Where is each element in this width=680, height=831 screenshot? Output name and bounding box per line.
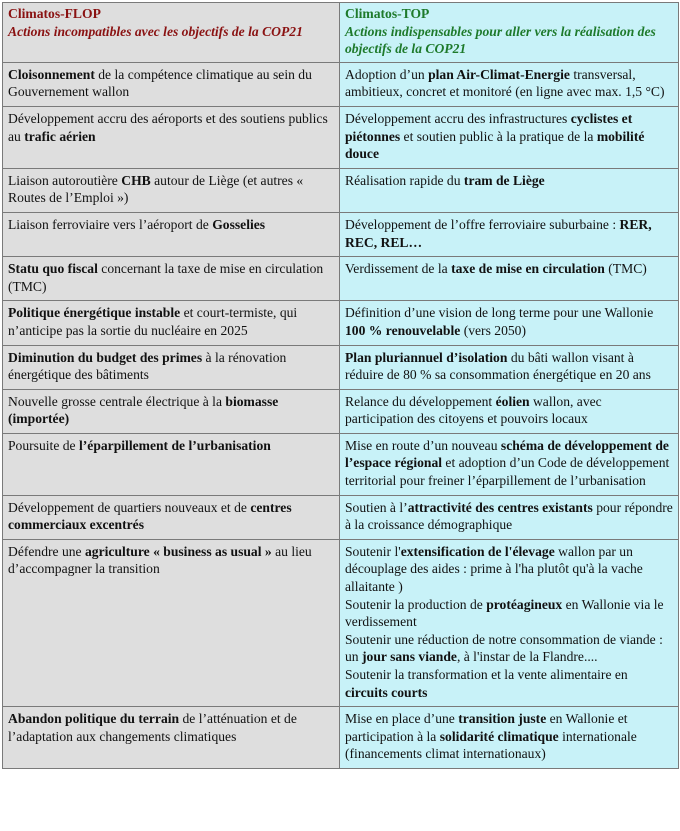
- bold-text: plan Air-Climat-Energie: [428, 66, 570, 82]
- bold-text: centres commerciaux excentrés: [8, 499, 292, 533]
- bold-text: CHB: [121, 172, 151, 188]
- bold-text: attractivité des centres existants: [407, 499, 593, 515]
- text-run: Réalisation rapide du: [345, 172, 464, 188]
- text-run: Poursuite de: [8, 437, 79, 453]
- top-cell: [340, 62, 679, 106]
- text-run: au lieu d’accompagner la transition: [8, 543, 312, 577]
- bold-text: schéma de développement de l’espace régional: [345, 437, 669, 471]
- bold-text: Abandon politique du terrain: [8, 711, 180, 727]
- flop-cell: [3, 106, 340, 168]
- table-row: [3, 301, 679, 345]
- table-row: [3, 212, 679, 256]
- top-cell: [340, 539, 679, 706]
- agriculture-measure: [345, 631, 673, 666]
- cop21-actions-table: [2, 2, 679, 769]
- bold-text: Politique énergétique instable: [8, 305, 181, 321]
- text-run: Mise en place d’une: [345, 711, 459, 727]
- text-run: Soutenir l': [345, 543, 401, 559]
- text-run: (vers 2050): [460, 322, 526, 338]
- text-run: du bâti wallon visant à réduire de 80 % sa consommation énergétique en 20 ans: [345, 349, 651, 383]
- text-run: Soutenir la transformation et la vente alimentaire en: [345, 667, 628, 682]
- text-run: Développement de l’offre ferroviaire suburbaine :: [345, 216, 620, 232]
- table-row: [3, 539, 679, 706]
- bold-text: Statu quo fiscal: [8, 261, 98, 277]
- text-run: wallon, avec participation des citoyens et pouvoirs locaux: [345, 393, 602, 427]
- flop-cell: [3, 345, 340, 389]
- table-row: [3, 389, 679, 433]
- top-cell: [340, 345, 679, 389]
- top-cell: [340, 212, 679, 256]
- bold-text: protéagineux: [486, 596, 563, 612]
- top-subtitle: Actions indispensables pour aller vers la réalisation des objectifs de la COP21: [345, 23, 656, 57]
- text-run: (TMC): [604, 261, 647, 277]
- top-title: Climatos-TOP: [345, 6, 430, 21]
- table-header-row: [3, 3, 679, 63]
- bold-text: Gosselies: [212, 216, 266, 232]
- flop-subtitle: Actions incompatibles avec les objectifs de la COP21: [8, 23, 303, 39]
- text-run: concernant la taxe de mise en circulation (TMC): [8, 261, 324, 294]
- text-run: Relance du développement: [345, 393, 496, 409]
- text-run: de l’atténuation et de l’adaptation aux changements climatiques: [8, 711, 297, 744]
- text-run: Développement accru des aéroports et des soutiens publics au: [8, 110, 328, 144]
- text-run: Soutenir une réduction de notre consommation de viande : un: [345, 631, 663, 665]
- text-run: wallon par un découplage des aides : prime à l'ha plutôt qu'à la vache allaitante ): [345, 543, 643, 595]
- text-run: Mise en route d’un nouveau: [345, 437, 501, 453]
- text-run: Adoption d’un: [345, 66, 429, 82]
- cop21-comparison-document: [2, 2, 678, 769]
- table-row: [3, 707, 679, 769]
- table-row: [3, 495, 679, 539]
- bold-text: l’éparpillement de l’urbanisation: [78, 437, 271, 453]
- bold-text: éolien: [495, 393, 530, 409]
- bold-text: 100 % renouvelable: [345, 322, 461, 338]
- bold-text: taxe de mise en circulation: [451, 261, 605, 277]
- top-cell: [340, 433, 679, 495]
- top-header-cell: [340, 3, 679, 63]
- table-row: [3, 433, 679, 495]
- text-run: Liaison ferroviaire vers l’aéroport de: [8, 216, 213, 232]
- bold-text: jour sans viande: [362, 649, 457, 665]
- text-run: pour répondre à la croissance démographique: [345, 499, 673, 533]
- flop-cell: [3, 212, 340, 256]
- agriculture-measure: [345, 543, 673, 596]
- bold-text: circuits courts: [345, 684, 428, 700]
- flop-cell: [3, 539, 340, 706]
- bold-text: trafic aérien: [24, 128, 96, 144]
- text-run: en Wallonie via le verdissement: [345, 596, 664, 630]
- top-cell: [340, 168, 679, 212]
- text-run: Développement de quartiers nouveaux et de: [8, 499, 251, 515]
- flop-cell: [3, 495, 340, 539]
- table-row: [3, 257, 679, 301]
- text-run: de la compétence climatique au sein du Gouvernement wallon: [8, 66, 312, 100]
- top-cell: [340, 495, 679, 539]
- top-cell: [340, 389, 679, 433]
- flop-cell: [3, 301, 340, 345]
- agriculture-measure: [345, 666, 673, 701]
- text-run: transversal, ambitieux, concret et monitoré (en ligne avec max. 1,5 °C): [345, 66, 665, 100]
- bold-text: mobilité douce: [345, 128, 645, 162]
- flop-cell: [3, 62, 340, 106]
- text-run: Verdissement de la: [345, 261, 452, 277]
- flop-cell: [3, 433, 340, 495]
- text-run: et adoption d’un Code de développement territorial pour freiner l’éparpillement de l’urbanisation: [345, 455, 670, 489]
- top-cell: [340, 707, 679, 769]
- flop-title: Climatos-FLOP: [8, 6, 101, 21]
- flop-cell: [3, 707, 340, 769]
- text-run: internationale (financements climat internationaux): [345, 728, 637, 762]
- text-run: Soutien à l’: [345, 499, 408, 515]
- text-run: , à l'instar de la Flandre....: [456, 649, 598, 665]
- table-row: [3, 62, 679, 106]
- flop-cell: [3, 257, 340, 301]
- table-row: [3, 168, 679, 212]
- text-run: Nouvelle grosse centrale électrique à la: [8, 393, 226, 409]
- bold-text: solidarité climatique: [439, 728, 559, 744]
- flop-cell: [3, 168, 340, 212]
- text-run: Soutenir la production de: [345, 596, 487, 612]
- text-run: et soutien public à la pratique de la: [400, 128, 597, 144]
- bold-text: extensification de l'élevage: [400, 543, 555, 559]
- bold-text: agriculture « business as usual »: [85, 543, 272, 559]
- top-cell: [340, 257, 679, 301]
- agriculture-measure: [345, 596, 673, 631]
- bold-text: biomasse (importée): [8, 393, 279, 427]
- text-run: autour de Liège (et autres « Routes de l’Emploi »): [8, 172, 304, 206]
- text-run: à la rénovation énergétique des bâtiments: [8, 349, 287, 383]
- flop-header-cell: [3, 3, 340, 63]
- text-run: Développement accru des infrastructures: [345, 110, 571, 126]
- table-row: [3, 345, 679, 389]
- bold-text: Diminution du budget des primes: [8, 349, 203, 365]
- bold-text: transition juste: [458, 711, 547, 727]
- bold-text: cyclistes et piétonnes: [345, 110, 633, 144]
- top-cell: [340, 301, 679, 345]
- bold-text: tram de Liège: [463, 172, 545, 188]
- bold-text: RER, REC, REL…: [345, 216, 652, 250]
- text-run: et court-termiste, qui n’anticipe pas la sortie du nucléaire en 2025: [8, 305, 298, 338]
- bold-text: Plan pluriannuel d’isolation: [345, 349, 508, 365]
- bold-text: Cloisonnement: [8, 66, 95, 82]
- text-run: Définition d’une vision de long terme pour une Wallonie: [345, 305, 654, 321]
- top-cell: [340, 106, 679, 168]
- text-run: Liaison autoroutière: [8, 172, 122, 188]
- flop-cell: [3, 389, 340, 433]
- text-run: en Wallonie et participation à la: [345, 711, 628, 744]
- table-row: [3, 106, 679, 168]
- text-run: Défendre une: [8, 543, 85, 559]
